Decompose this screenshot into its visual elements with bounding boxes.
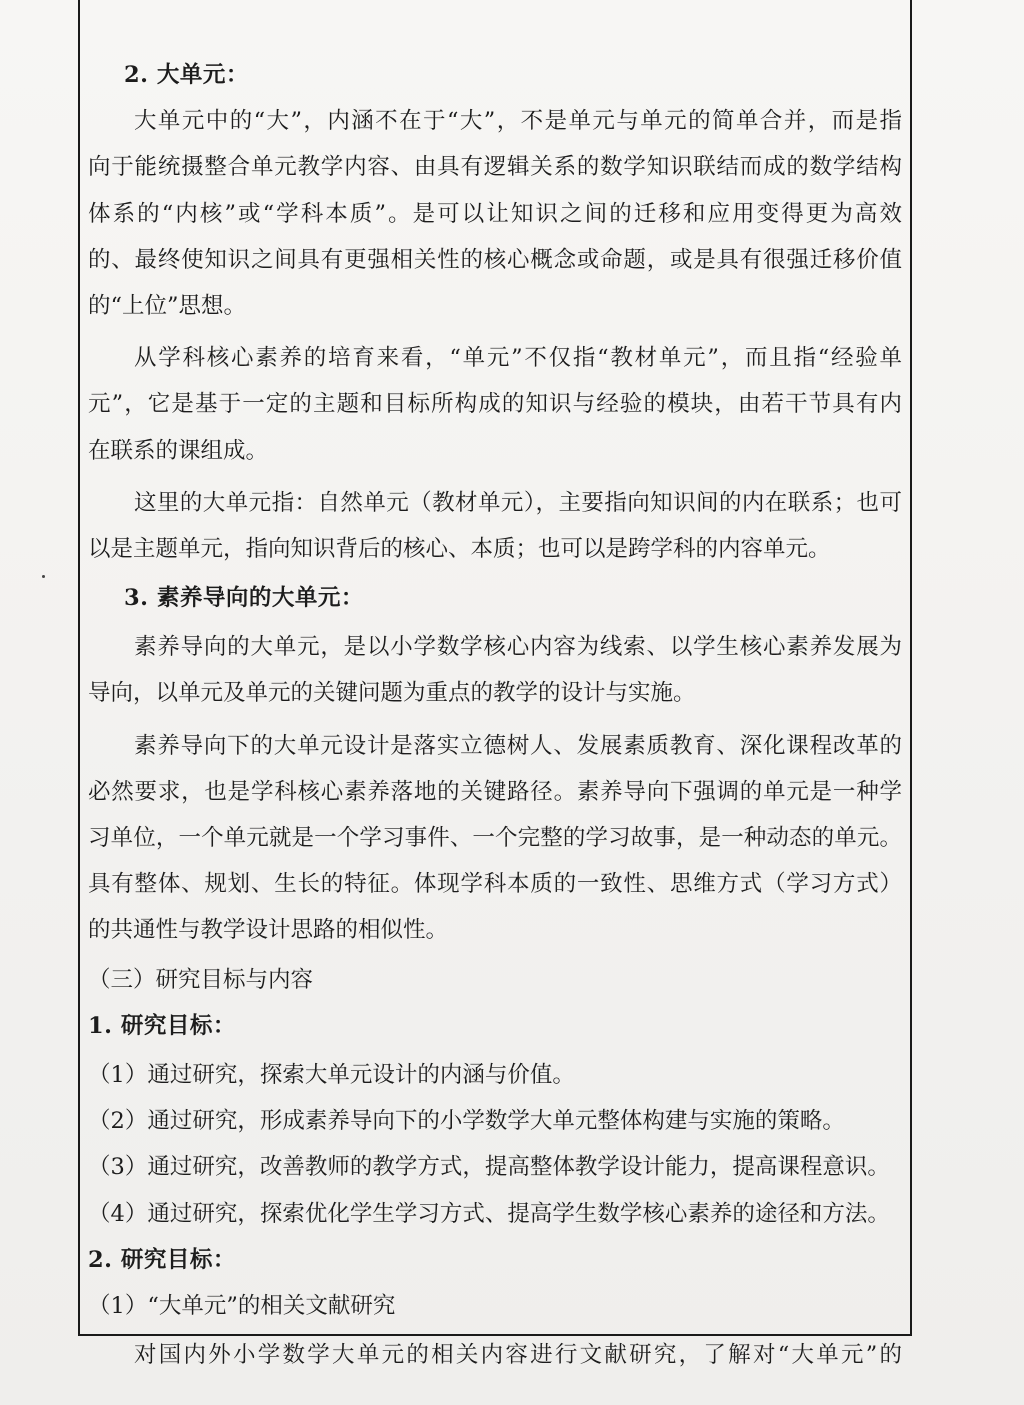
paragraph-line: 这里的大单元指：自然单元（教材单元），主要指向知识间的内在联系；也可 [134,489,902,516]
paragraph-line: 具有整体、规划、生长的特征。体现学科本质的一致性、思维方式（学习方式） [88,871,902,898]
paragraph-line: 从学科核心素养的培育来看，“单元”不仅指“教材单元”，而且指“经验单 [134,345,902,372]
research-content-item: （1）“大单元”的相关文献研究 [88,1292,396,1319]
paragraph-line: 素养导向的大单元，是以小学数学核心内容为线索、以学生核心素养发展为 [134,634,902,661]
paragraph-line: 的“上位”思想。 [88,292,247,319]
paragraph-line: 的、最终使知识之间具有更强相关性的核心概念或命题，或是具有很强迁移价值 [88,246,902,273]
paragraph-line: 导向，以单元及单元的关键问题为重点的教学的设计与实施。 [88,680,696,707]
section-heading-research: （三）研究目标与内容 [88,966,314,993]
document-body [80,52,912,1378]
research-goals-heading: 1. 研究目标： [88,1012,236,1039]
paragraph-line: 必然要求，也是学科核心素养落地的关键路径。素养导向下强调的单元是一种学 [88,778,902,805]
margin-dot [42,575,45,578]
research-goal-item: （1）通过研究，探索大单元设计的内涵与价值。 [88,1061,575,1088]
paragraph-line: 对国内外小学数学大单元的相关内容进行文献研究，了解对“大单元”的 [134,1342,902,1369]
paragraph-line: 元”，它是基于一定的主题和目标所构成的知识与经验的模块，由若干节具有内 [88,391,902,418]
research-goal-item: （4）通过研究，探索优化学生学习方式、提高学生数学核心素养的途径和方法。 [88,1200,890,1227]
paragraph-line: 在联系的课组成。 [88,437,269,464]
section-heading-literacy-unit: 3. 素养导向的大单元： [124,585,364,612]
paragraph-line: 以是主题单元，指向知识背后的核心、本质；也可以是跨学科的内容单元。 [88,535,831,562]
paragraph-line: 体系的“内核”或“学科本质”。是可以让知识之间的迁移和应用变得更为高效 [88,200,902,227]
research-content-heading: 2. 研究目标： [88,1246,236,1273]
research-goal-item: （2）通过研究，形成素养导向下的小学数学大单元整体构建与实施的策略。 [88,1108,845,1135]
paragraph-line: 大单元中的“大”，内涵不在于“大”，不是单元与单元的简单合并，而是指 [134,108,902,135]
table-frame [78,0,912,1369]
paragraph-line: 的共通性与教学设计思路的相似性。 [88,917,449,944]
research-goal-item: （3）通过研究，改善教师的教学方式，提高整体教学设计能力，提高课程意识。 [88,1154,890,1181]
paragraph-line: 向于能统摄整合单元教学内容、由具有逻辑关系的数学知识联结而成的数学结构 [88,154,902,181]
paragraph-line: 习单位，一个单元就是一个学习事件、一个完整的学习故事，是一种动态的单元。 [88,825,902,851]
paragraph-line: 素养导向下的大单元设计是落实立德树人、发展素质教育、深化课程改革的 [134,732,902,759]
section-heading-big-unit: 2. 大单元： [124,62,249,88]
